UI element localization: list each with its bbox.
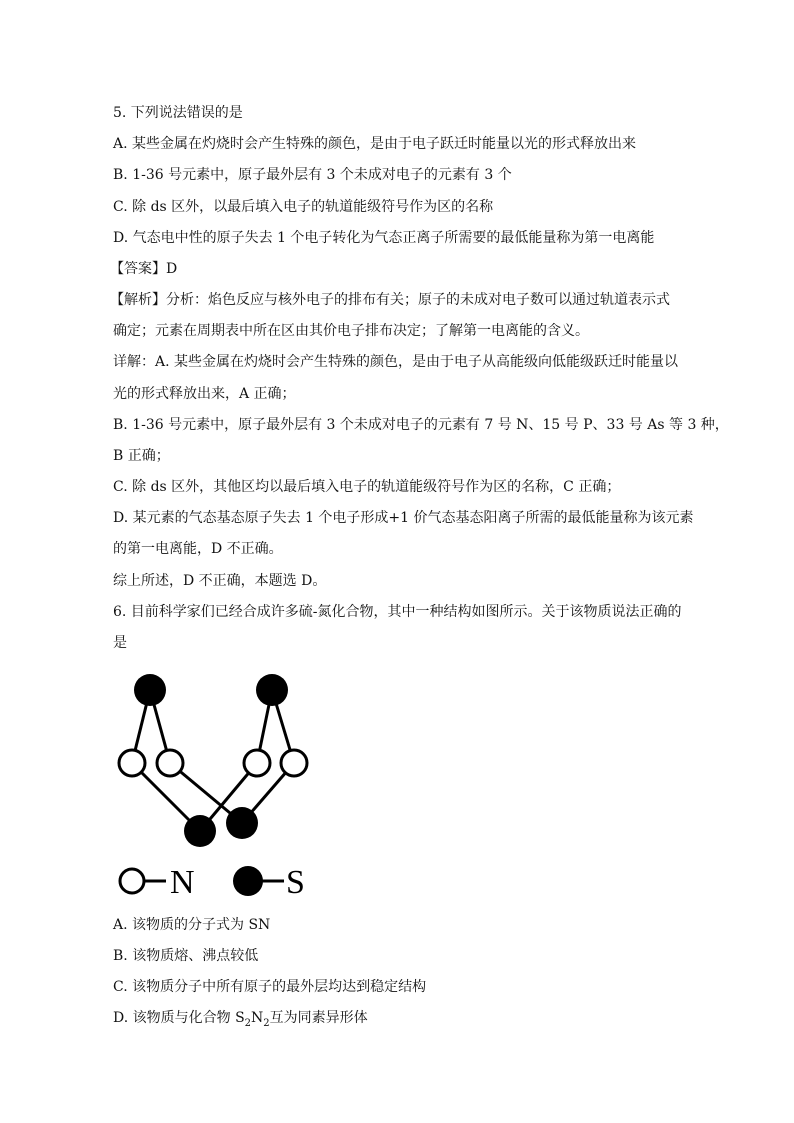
legend (120, 864, 305, 901)
q6-option-d-subscript-2: 2 (263, 1017, 270, 1029)
s4n4-structure-diagram (110, 668, 320, 903)
q5-stem: 5. 下列说法错误的是 (113, 105, 243, 121)
q6-option-c: C. 该物质分子中所有原子的最外层均达到稳定结构 (113, 979, 427, 995)
q5-option-c: C. 除 ds 区外，以最后填入电子的轨道能级符号作为区的名称 (113, 199, 494, 215)
q5-analysis-line-2: 确定；元素在周期表中所在区由其价电子排布决定；了解第一电离能的含义。 (113, 323, 589, 339)
q6-stem-line-1: 6. 目前科学家们已经合成许多硫-氮化合物，其中一种结构如图所示。关于该物质说法正确的 (113, 604, 682, 620)
q5-detail-line-1: 详解：A. 某些金属在灼烧时会产生特殊的颜色，是由于电子从高能级向低能级跃迁时能量以 (113, 354, 679, 370)
q5-answer: 【答案】D (110, 261, 178, 277)
atoms (119, 674, 307, 847)
legend-sulfur-icon (233, 866, 263, 896)
sulfur-atom (226, 807, 258, 839)
q6-option-b: B. 该物质熔、沸点较低 (113, 948, 259, 964)
q6-option-a: A. 该物质的分子式为 SN (113, 917, 271, 933)
q5-detail-line-4: B 正确； (113, 448, 170, 464)
q5-option-a: A. 某些金属在灼烧时会产生特殊的颜色，是由于电子跃迁时能量以光的形式释放出来 (113, 136, 637, 152)
q5-detail-line-5: C. 除 ds 区外，其他区均以最后填入电子的轨道能级符号作为区的名称，C 正确； (113, 479, 621, 495)
q6-option-d-subscript-1: 2 (244, 1017, 252, 1029)
sulfur-atom (256, 674, 288, 706)
q6-option-d-suffix: 互为同素异形体 (269, 1010, 368, 1026)
nitrogen-atom (281, 750, 307, 776)
q5-analysis-line-1: 【解析】分析：焰色反应与核外电子的排布有关；原子的未成对电子数可以通过轨道表示式 (110, 292, 670, 308)
nitrogen-atom (119, 750, 145, 776)
q5-detail-line-2: 光的形式释放出来，A 正确； (113, 386, 296, 402)
legend-nitrogen-icon (120, 869, 144, 893)
q5-option-b: B. 1-36 号元素中，原子最外层有 3 个未成对电子的元素有 3 个 (113, 167, 512, 183)
nitrogen-atom (244, 750, 270, 776)
q6-option-d-mid: N (251, 1010, 264, 1026)
q6-option-d (113, 1008, 368, 1034)
q5-option-d: D. 气态电中性的原子失去 1 个电子转化为气态正离子所需要的最低能量称为第一电离能 (113, 230, 655, 246)
sulfur-atom (184, 815, 216, 847)
q5-summary: 综上所述，D 不正确，本题选 D。 (113, 573, 327, 589)
q6-stem-line-2: 是 (113, 635, 127, 651)
nitrogen-atom (157, 750, 183, 776)
q5-detail-line-3: B. 1-36 号元素中，原子最外层有 3 个未成对电子的元素有 7 号 N、15 号 P、33 号 As 等 3 种， (113, 417, 729, 433)
legend-nitrogen-label: N (170, 864, 195, 901)
legend-sulfur-label: S (286, 864, 305, 901)
sulfur-atom (134, 674, 166, 706)
q5-detail-line-6: D. 某元素的气态基态原子失去 1 个电子形成+1 价气态基态阳离子所需的最低能量称为该元素 (113, 510, 694, 526)
q5-detail-line-7: 的第一电离能，D 不正确。 (113, 541, 283, 557)
q6-option-d-prefix: D. 该物质与化合物 S (113, 1010, 245, 1026)
